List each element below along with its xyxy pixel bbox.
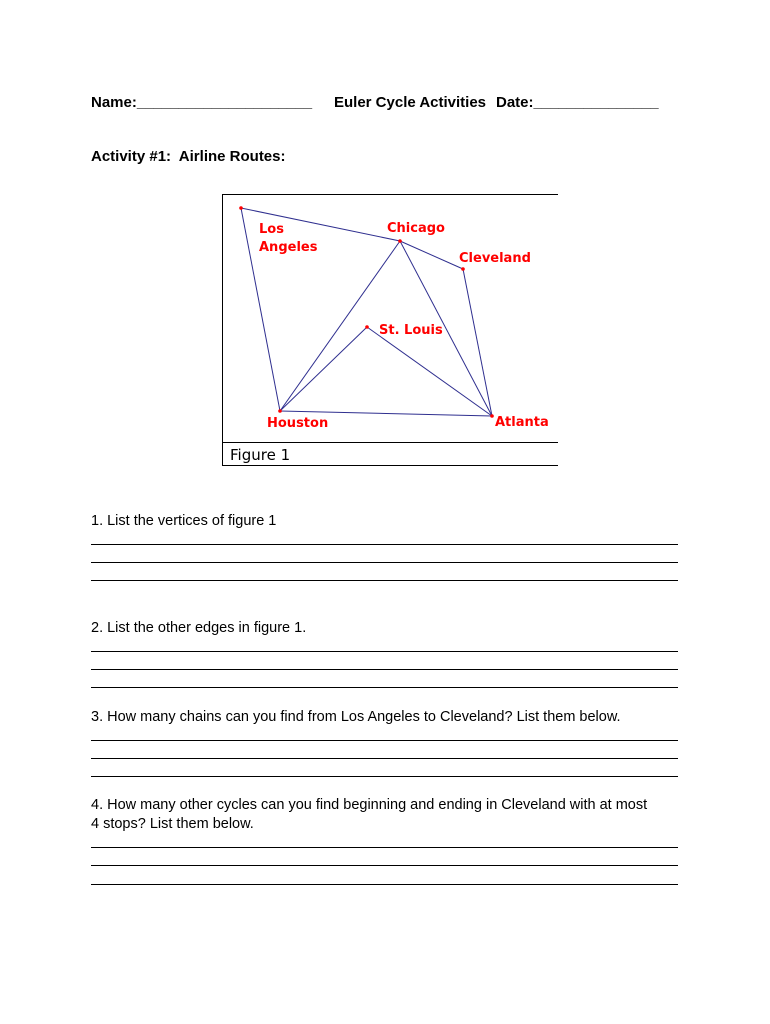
answer-line	[91, 740, 678, 741]
label-cleveland: Cleveland	[459, 251, 531, 266]
question-4-line-1: 4. How many other cycles can you find beginning and ending in Cleveland with at most	[91, 797, 648, 813]
question-4-line-2: 4 stops? List them below.	[91, 816, 254, 832]
graph-svg	[222, 194, 558, 466]
edge-stlouis-atlanta	[367, 327, 492, 416]
answer-line	[91, 544, 678, 545]
question-3: 3. How many chains can you find from Los Angeles to Cleveland? List them below.	[91, 709, 621, 725]
vertex-la	[239, 206, 243, 210]
answer-line	[91, 865, 678, 866]
vertex-atlanta	[490, 414, 494, 418]
edge-chicago-cleveland	[400, 241, 463, 269]
vertex-houston	[278, 409, 282, 413]
worksheet-title: Euler Cycle Activities	[334, 94, 487, 111]
answer-line	[91, 758, 678, 759]
label-houston: Houston	[267, 416, 329, 431]
answer-line	[91, 669, 678, 670]
edge-cleveland-atlanta	[463, 269, 492, 416]
answer-line	[91, 687, 678, 688]
answer-line	[91, 776, 678, 777]
vertex-cleveland	[461, 267, 465, 271]
date-field-label: Date:_______________	[496, 94, 659, 111]
answer-line	[91, 562, 678, 563]
question-1: 1. List the vertices of figure 1	[91, 513, 277, 529]
answer-line	[91, 580, 678, 581]
answer-line	[91, 847, 678, 848]
edge-houston-stlouis	[280, 327, 367, 411]
graph-vertices	[239, 206, 494, 418]
answer-line	[91, 884, 678, 885]
label-angeles: Angeles	[259, 240, 318, 255]
activity-title: Activity #1: Airline Routes:	[91, 148, 286, 165]
label-los: Los	[259, 222, 284, 237]
label-stlouis: St. Louis	[379, 323, 443, 338]
name-field-label: Name:_____________________	[91, 94, 313, 111]
edge-la-houston	[241, 208, 280, 411]
vertex-stlouis	[365, 325, 369, 329]
label-atlanta: Atlanta	[495, 415, 549, 430]
answer-line	[91, 651, 678, 652]
question-2: 2. List the other edges in figure 1.	[91, 620, 307, 636]
airline-routes-figure	[222, 194, 558, 466]
figure-caption: Figure 1	[230, 446, 291, 464]
vertex-chicago	[398, 239, 402, 243]
label-chicago: Chicago	[387, 221, 445, 236]
